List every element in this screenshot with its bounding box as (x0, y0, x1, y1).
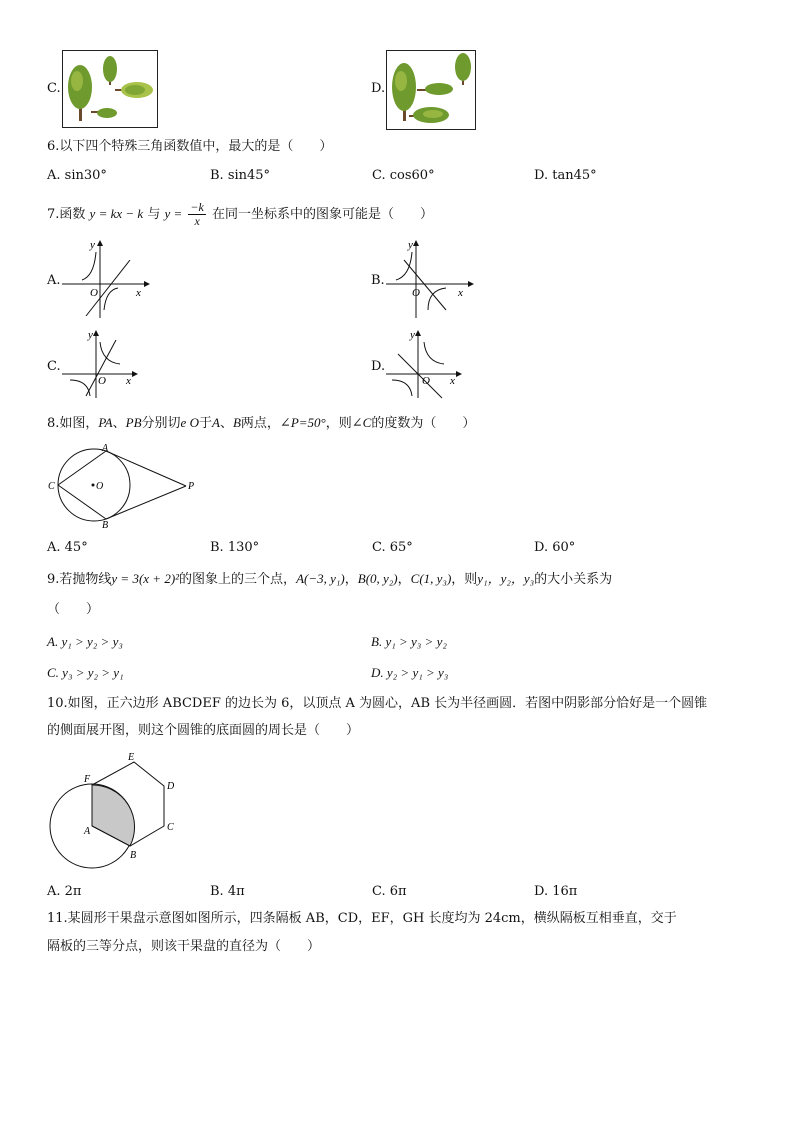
chord-ca (58, 451, 106, 485)
q9-stem: 9.若抛物线y = 3(x + 2)²的图象上的三个点，A(−3, y₁)，B(0, y₂)，C(1, y₃)，则y₁，y₂，y₃的大小关系为 (47, 571, 613, 587)
q10-figure (46, 748, 186, 874)
origin-label: O (422, 375, 430, 387)
q5-option-c-label: C. (47, 81, 61, 96)
tangent-pa (106, 451, 186, 486)
q10-option-a: A. 2π (47, 884, 82, 899)
origin-label: O (90, 287, 98, 299)
q9-option-d: D. y₂ > y₁ > y₃ (371, 665, 449, 680)
y-arrow-icon (415, 330, 421, 336)
y-label: y (88, 329, 93, 341)
q8-angle-p: ∠P=50° (279, 415, 326, 430)
trees-image-c (63, 51, 157, 127)
q8-pb: PB (125, 415, 142, 430)
y-arrow-icon (413, 240, 419, 246)
trees-image-d (387, 51, 475, 129)
q7-mid: 与 (147, 207, 161, 222)
q9-point-c: C(1, y₃) (410, 571, 452, 586)
x-arrow-icon (468, 281, 474, 287)
q9-point-a: A(−3, y₁) (296, 571, 345, 586)
q9-point-b: B(0, y₂) (357, 571, 398, 586)
q11-stem-line2: 隔板的三等分点，则该干果盘的直径为（ ） (47, 939, 321, 954)
q9-stem-b: 的图象上的三个点， (179, 572, 297, 587)
hyperbola-branch-2 (104, 288, 118, 310)
q7-label-a: A. (47, 273, 61, 288)
q10-option-b: B. 4π (210, 884, 245, 899)
q7-num: 7.函数 (47, 207, 86, 222)
q8-point-a: A (211, 415, 220, 430)
q7-eq2-frac (188, 201, 205, 228)
q8-stem-f: 的度数为（ ） (371, 416, 476, 431)
y-label: y (410, 329, 415, 341)
q6-stem: 6.以下四个特殊三角函数值中，最大的是（ ） (47, 139, 333, 154)
label-p: P (188, 481, 195, 492)
q9-stem-c: ，则 (451, 572, 478, 587)
q7-graph-a (60, 238, 150, 320)
center-dot (92, 484, 95, 487)
q9-option-b: B. y₁ > y₃ > y₂ (371, 634, 447, 649)
q8-option-b: B. 130° (210, 540, 260, 555)
q6-option-d: D. tan45° (534, 168, 597, 183)
q8-stem-b: 分别切 (141, 416, 181, 431)
q8-point-b: B (232, 415, 241, 430)
q10-stem-line1: 10.如图，正六边形 ABCDEF 的边长为 6，以顶点 A 为圆心，AB 长为半径画圆．若图中阴影部分恰好是一个圆锥 (47, 696, 708, 711)
y-label: y (90, 239, 95, 251)
q11-stem-line1: 11.某圆形干果盘示意图如图所示，四条隔板 AB，CD，EF，GH 长度均为 24cm，横纵隔板互相垂直，交于 (47, 911, 677, 926)
q7-tail: 在同一坐标系中的图象可能是（ ） (211, 207, 433, 222)
hyperbola-branch-1 (100, 342, 120, 364)
q7-label-d: D. (371, 359, 386, 374)
q8-stem-e: ，则 (325, 416, 352, 431)
q9-paren: （ ） (47, 602, 100, 617)
q6-option-a: A. sin30° (47, 168, 107, 183)
label-a: A (84, 826, 91, 837)
hyperbola-branch-1 (396, 252, 412, 280)
q7-label-c: C. (47, 359, 61, 374)
q9-option-a: A. y₁ > y₂ > y₃ (47, 634, 123, 649)
q7-label-b: B. (371, 273, 385, 288)
q9-stem-d: 的大小关系为 (534, 572, 613, 587)
q8-sep2: 、 (219, 416, 233, 431)
q10-option-c: C. 6π (372, 884, 407, 899)
q8-stem-a: 8.如图， (47, 416, 99, 431)
q9-equation: y = 3(x + 2)² (111, 571, 180, 586)
x-arrow-icon (456, 371, 462, 377)
q8-stem (47, 414, 475, 433)
q10-option-d: D. 16π (534, 884, 578, 899)
x-arrow-icon (132, 371, 138, 377)
line-graph (398, 354, 442, 398)
q7-eq2-num: −k (190, 200, 204, 214)
line-graph (404, 260, 446, 310)
x-label: x (136, 287, 141, 299)
q7-stem (47, 200, 433, 229)
origin-label: O (98, 375, 106, 387)
q9-vars: y₁，y₂，y₃ (477, 571, 535, 586)
q10-stem-line2: 的侧面展开图，则这个圆锥的底面圆的周长是（ ） (47, 723, 360, 738)
q7-eq2-lhs: y = (164, 206, 183, 221)
q7-eq1: y = kx − k (89, 206, 144, 221)
hyperbola-branch-1 (424, 342, 444, 364)
q8-option-c: C. 65° (372, 540, 413, 555)
q8-pa: PA (98, 415, 113, 430)
y-arrow-icon (93, 330, 99, 336)
label-d: D (167, 781, 175, 792)
q8-option-a: A. 45° (47, 540, 88, 555)
q7-graph-b (384, 238, 474, 320)
q7-graph-d (384, 326, 464, 400)
q8-angle-c: ∠C (351, 415, 372, 430)
y-label: y (408, 239, 413, 251)
tangent-pb (106, 486, 186, 519)
x-label: x (126, 375, 131, 387)
q8-sep1: 、 (112, 416, 126, 431)
q7-graph-c (60, 326, 140, 400)
q8-circle-o: e O (180, 415, 199, 430)
q9-stem-a: 9.若抛物线 (47, 572, 112, 587)
label-a: A (102, 443, 109, 454)
label-c: C (167, 822, 174, 833)
q8-option-d: D. 60° (534, 540, 576, 555)
label-o: O (96, 481, 104, 492)
y-arrow-icon (97, 240, 103, 246)
label-c: C (48, 481, 55, 492)
q8-figure (44, 442, 204, 532)
q7-eq2-den: x (194, 214, 200, 228)
x-label: x (450, 375, 455, 387)
label-f: F (84, 774, 91, 785)
label-b: B (102, 520, 109, 531)
q5-option-d-label: D. (371, 81, 386, 96)
q9-option-c: C. y₃ > y₂ > y₁ (47, 665, 124, 680)
hyperbola-branch-2 (392, 380, 412, 396)
q5-option-d-image (386, 50, 476, 130)
q8-stem-d: 两点， (240, 416, 280, 431)
origin-label: O (412, 287, 420, 299)
label-e: E (128, 752, 135, 763)
label-b: B (130, 850, 137, 861)
q8-stem-c: 于 (198, 416, 212, 431)
hyperbola-branch-1 (82, 252, 96, 280)
q6-option-b: B. sin45° (210, 168, 271, 183)
q5-option-c-image (62, 50, 158, 128)
x-arrow-icon (144, 281, 150, 287)
x-label: x (458, 287, 463, 299)
q6-option-c: C. cos60° (372, 168, 435, 183)
